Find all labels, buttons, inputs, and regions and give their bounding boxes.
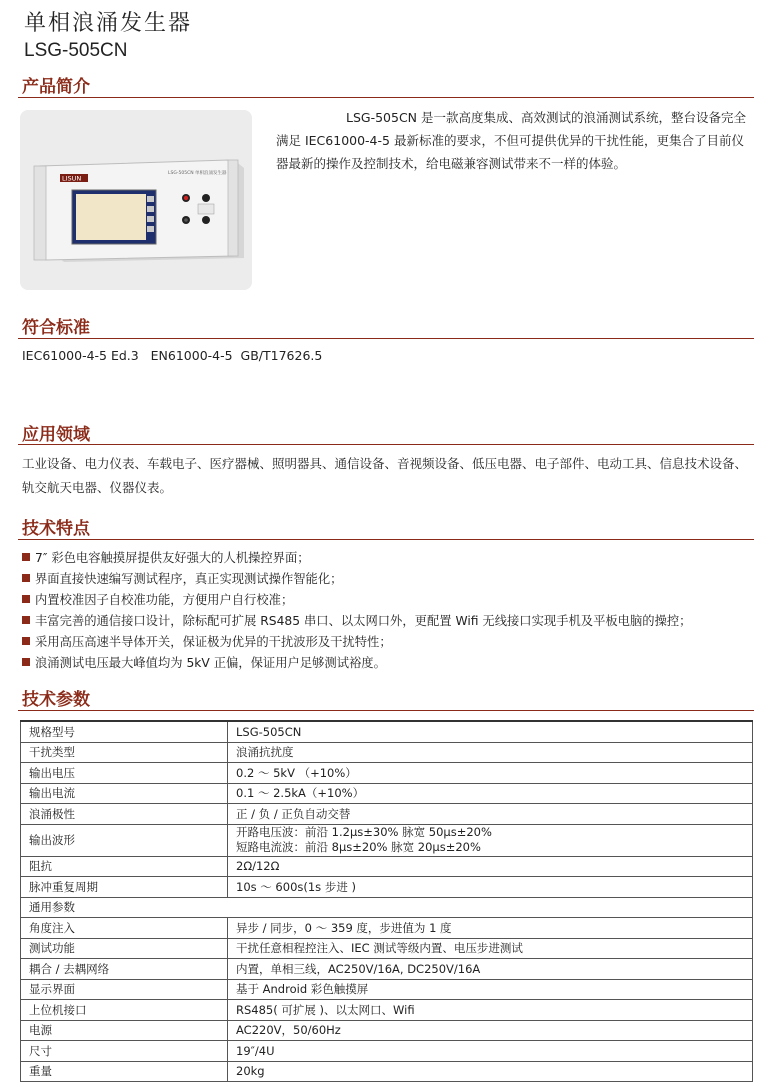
- param-value: RS485( 可扩展 )、以太网口、Wifi: [228, 1000, 753, 1021]
- standards-heading: 符合标准: [22, 318, 90, 338]
- applications-heading: 应用领域: [22, 425, 90, 445]
- table-row: [21, 824, 753, 856]
- table-row: [21, 804, 753, 825]
- param-key: 干扰类型: [21, 742, 228, 763]
- feature-item: 采用高压高速半导体开关，保证极为优异的干扰波形及干扰特性；: [22, 632, 691, 653]
- param-value: 内置，单相三线，AC250V/16A, DC250V/16A: [228, 959, 753, 980]
- param-value: 正 / 负 / 正负自动交替: [228, 804, 753, 825]
- param-key: 尺寸: [21, 1041, 228, 1062]
- bullet-square-icon: [22, 574, 30, 582]
- feature-item: 7″ 彩色电容触摸屏提供友好强大的人机操控界面；: [22, 548, 691, 569]
- param-value: 干扰任意相程控注入、IEC 测试等级内置、电压步进测试: [228, 938, 753, 959]
- param-value: LSG-505CN: [228, 721, 753, 742]
- table-row: [21, 1061, 753, 1082]
- param-value: 异步 / 同步，0 ～ 359 度，步进值为 1 度: [228, 918, 753, 939]
- table-row: [21, 979, 753, 1000]
- table-row: [21, 763, 753, 784]
- product-photo: [20, 110, 252, 290]
- applications-text: 工业设备、电力仪表、车载电子、医疗器械、照明器具、通信设备、音视频设备、低压电器、电子部件、电动工具、信息技术设备、轨交航天电器、仪器仪表。: [22, 456, 748, 495]
- param-key: 角度注入: [21, 918, 228, 939]
- param-value: 浪涌抗扰度: [228, 742, 753, 763]
- param-key: 规格型号: [21, 721, 228, 742]
- feature-item: 丰富完善的通信接口设计，除标配可扩展 RS485 串口、以太网口外，更配置 Wifi 无线接口实现手机及平板电脑的操控；: [22, 611, 691, 632]
- param-value: 20kg: [228, 1061, 753, 1082]
- param-key: 上位机接口: [21, 1000, 228, 1021]
- table-row: [21, 959, 753, 980]
- param-value: 10s ～ 600s(1s 步进 ): [228, 877, 753, 898]
- param-value-line: 开路电压波：前沿 1.2μs±30% 脉宽 50μs±20%: [236, 825, 492, 839]
- param-key: 电源: [21, 1020, 228, 1041]
- param-key: 显示界面: [21, 979, 228, 1000]
- param-key: 输出波形: [21, 824, 228, 856]
- param-key: 阻抗: [21, 856, 228, 877]
- device-panel-text: LSG-505CN 单相浪涌发生器: [168, 171, 227, 176]
- features-list: [22, 548, 691, 674]
- feature-item: 浪涌测试电压最大峰值均为 5kV 正偏，保证用户足够测试裕度。: [22, 653, 691, 674]
- param-key: 脉冲重复周期: [21, 877, 228, 898]
- table-row: [21, 897, 753, 918]
- params-divider: [18, 710, 754, 711]
- param-value: 2Ω/12Ω: [228, 856, 753, 877]
- bullet-square-icon: [22, 553, 30, 561]
- feature-item: 界面直接快速编写测试程序，真正实现测试操作智能化；: [22, 569, 691, 590]
- table-row: [21, 1000, 753, 1021]
- bullet-square-icon: [22, 595, 30, 603]
- table-row: [21, 742, 753, 763]
- param-value: 基于 Android 彩色触摸屏: [228, 979, 753, 1000]
- param-key: 输出电压: [21, 763, 228, 784]
- param-key: 浪涌极性: [21, 804, 228, 825]
- table-row: [21, 721, 753, 742]
- param-key: 重量: [21, 1061, 228, 1082]
- table-row: [21, 1020, 753, 1041]
- feature-item: 内置校准因子自校准功能，方便用户自行校准；: [22, 590, 691, 611]
- table-row: [21, 918, 753, 939]
- intro-divider: [18, 97, 754, 98]
- standards-text: IEC61000-4-5 Ed.3 EN61000-4-5 GB/T17626.5: [22, 348, 323, 363]
- param-key: 测试功能: [21, 938, 228, 959]
- param-key: 输出电流: [21, 783, 228, 804]
- param-value: 0.1 ～ 2.5kA（+10%）: [228, 783, 753, 804]
- table-row: [21, 1041, 753, 1062]
- device-brand: LISUN: [62, 174, 82, 183]
- table-row: [21, 783, 753, 804]
- table-row: [21, 856, 753, 877]
- param-value: 0.2 ～ 5kV （+10%）: [228, 763, 753, 784]
- param-key: 耦合 / 去耦网络: [21, 959, 228, 980]
- device-illustration: [20, 110, 252, 290]
- features-heading: 技术特点: [22, 519, 90, 539]
- param-value: [228, 824, 753, 856]
- param-value: AC220V，50/60Hz: [228, 1020, 753, 1041]
- param-value-line: 短路电流波：前沿 8μs±20% 脉宽 20μs±20%: [236, 840, 481, 854]
- bullet-square-icon: [22, 658, 30, 666]
- intro-text: LSG-505CN 是一款高度集成、高效测试的浪涌测试系统，整台设备完全满足 IEC61000-4-5 最新标准的要求，不但可提供优异的干扰性能，更集合了目前仪器最新的操作及控制技术，给电磁兼容测试带来不一样的体验。: [276, 110, 747, 171]
- product-title: 单相浪涌发生器: [24, 11, 193, 36]
- bullet-square-icon: [22, 637, 30, 645]
- table-row: [21, 877, 753, 898]
- param-value: 19″/4U: [228, 1041, 753, 1062]
- param-group-header: 通用参数: [21, 897, 753, 918]
- table-row: [21, 938, 753, 959]
- params-heading: 技术参数: [22, 690, 90, 710]
- bullet-square-icon: [22, 616, 30, 624]
- applications-divider: [18, 444, 754, 445]
- product-model: LSG-505CN: [24, 40, 128, 61]
- params-table: [20, 720, 753, 1082]
- standards-divider: [18, 338, 754, 339]
- intro-heading: 产品简介: [22, 77, 90, 97]
- features-divider: [18, 539, 754, 540]
